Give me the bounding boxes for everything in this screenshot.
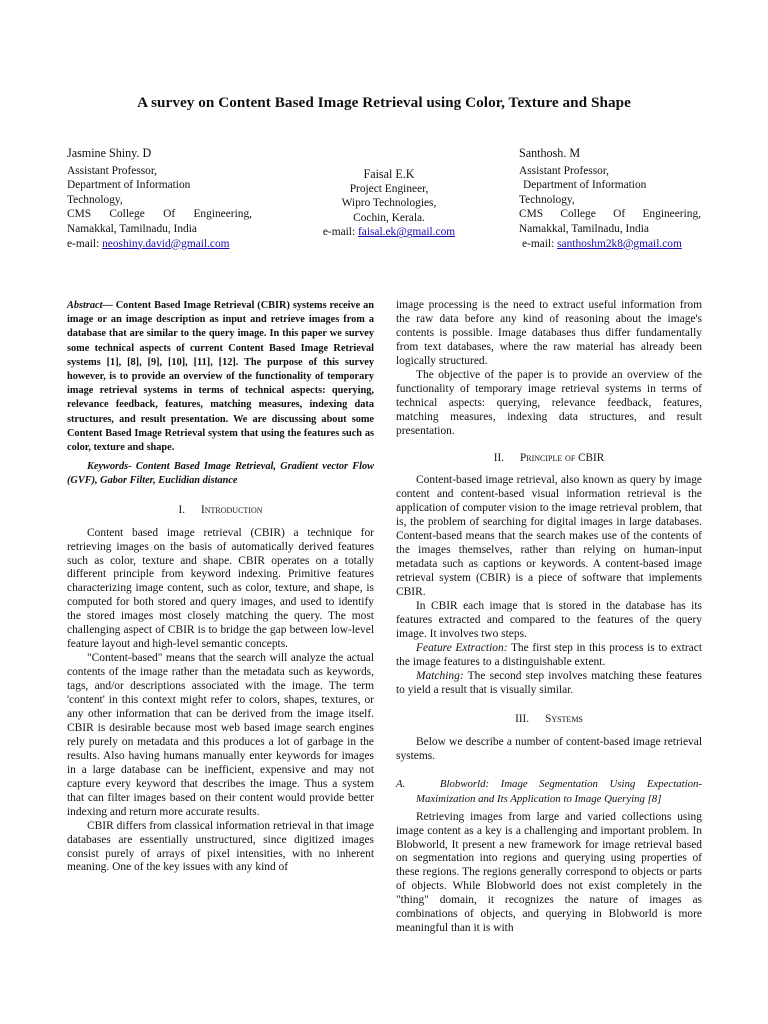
section-number: I. xyxy=(178,503,186,516)
author-line: Project Engineer, xyxy=(349,182,429,195)
author-email-row xyxy=(308,225,470,240)
author-line: Department of Information xyxy=(67,179,191,192)
email-label: e-mail: xyxy=(322,226,358,239)
author-line: Assistant Professor, xyxy=(67,164,158,177)
author-line: Namakkal, Tamilnadu, India xyxy=(519,222,649,235)
email-label: e-mail: xyxy=(67,237,103,250)
author-email-row xyxy=(67,237,252,252)
author-line: Wipro Technologies, xyxy=(341,197,437,210)
blobworld-paragraph: Retrieving images from large and varied collections using image content as a key is a challenging and important problem. In Blobworld, It present a new framework for image retrieval based on segmentation into regions and querying using properties of these regions. The regions generally correspond to objects or parts of objects. While Blobworld does not exist completely in the "thing" domain, it recognizes the nature of images as combinations of objects, and querying in Blobworld is more meaningful than it is with xyxy=(396,810,702,935)
author-email-link[interactable]: neoshiny.david@gmail.com xyxy=(102,237,230,250)
email-label: e-mail: xyxy=(522,237,558,250)
section-heading-principle xyxy=(396,452,702,466)
author-email-row xyxy=(519,237,701,252)
intro-paragraph-1: Content based image retrieval (CBIR) a technique for retrieving images on the basis of automatically derived features such as color, texture and shape. CBIR operates on a totally different principle from keyword indexing. Primitive features characterizing image content, such as color, texture, and shape, is computed for both stored and query images, and used to identify the stored images most closely matching the query. The most challenging aspect of CBIR is to bridge the gap between low-level feature layout and high-level semantic concepts. xyxy=(67,526,374,651)
principle-paragraph-2: In CBIR each image that is stored in the database has its features extracted and compared to the features of the query image. It involves two steps. xyxy=(396,600,702,640)
intro-paragraph-2: "Content-based" means that the search will analyze the actual contents of the image rather than the metadata such as keywords, tags, and/or descriptions associated with the image. The term 'content' in this context might refer to colors, shapes, textures, or any other information that can be derived from the image itself. CBIR is desirable because most web based image search engines rely purely on metadata and this produces a lot of garbage in the results. Also having humans manually enter keywords for images in a large database can be inefficient, expensive and may not capture every keyword that describes the image. Thus a system that can filter images based on their content would provide better indexing and return more accurate results. xyxy=(67,652,374,818)
author-name: Jasmine Shiny. D xyxy=(67,146,152,160)
section-number: II. xyxy=(493,451,505,464)
section-number: III. xyxy=(515,712,530,725)
feature-extraction-label: Feature Extraction: xyxy=(416,641,508,654)
author-block-3 xyxy=(519,146,701,251)
subsection-title-2: Maximization and Its Application to Image Querying [8] xyxy=(416,792,662,805)
author-line: CMS College Of Engineering, xyxy=(519,208,701,221)
section-heading-systems xyxy=(396,713,702,727)
author-line: Technology, xyxy=(519,193,575,206)
author-block-2 xyxy=(308,167,470,240)
abstract-label: Abstract xyxy=(67,300,103,311)
section-title: Systems xyxy=(545,712,583,725)
subsection-line-1 xyxy=(396,777,702,792)
paragraph-continued: image processing is the need to extract useful information from the raw data before any kind of reasoning about the image's contents is possible. Image databases thus differ fundamentally from text databases, where the raw material has already been logically structured. xyxy=(396,299,702,367)
paper-title: A survey on Content Based Image Retrieval using Color, Texture and Shape xyxy=(137,94,631,111)
author-line: Technology, xyxy=(67,193,123,206)
principle-paragraph-1: Content-based image retrieval, also known as query by image content and content-based visual information retrieval is the application of computer vision to the image retrieval problem, that is, the problem of searching for digital images in large databases. Content-based means that the search makes use of the contents of the images themselves, rather than relying on human-input metadata such as captions or keywords. A content-based image retrieval system (CBIR) is a piece of software that implements CBIR. xyxy=(396,474,702,599)
systems-paragraph: Below we describe a number of content-based image retrieval systems. xyxy=(396,735,702,762)
subsection-title-1: Blobworld: Image Segmentation Using Expectation- xyxy=(439,777,702,790)
author-name: Santhosh. M xyxy=(519,146,581,160)
intro-paragraph-3: CBIR differs from classical information retrieval in that image databases are essentially unstructured, since digitized images consist purely of arrays of pixel intensities, with no inherent meaning. One of the key issues with any kind of xyxy=(67,819,374,874)
author-line: CMS College Of Engineering, xyxy=(67,208,252,221)
section-heading-introduction xyxy=(67,504,374,518)
subsection-letter: A. xyxy=(396,777,406,790)
matching-text: The second step involves matching these features to yield a result that is visually similar. xyxy=(396,669,702,696)
keywords: Keywords- Content Based Image Retrieval, Gradient vector Flow (GVF), Gabor Filter, Euclidian distance xyxy=(67,461,374,487)
matching-label: Matching: xyxy=(416,669,464,682)
section-title: Introduction xyxy=(201,503,263,516)
feature-extraction-paragraph xyxy=(396,642,702,670)
subsection-heading-blobworld xyxy=(396,777,702,807)
author-email-link[interactable]: santhoshm2k8@gmail.com xyxy=(557,237,682,250)
author-line: Cochin, Kerala. xyxy=(353,211,425,224)
objective-paragraph: The objective of the paper is to provide an overview of the functionality of temporary image retrieval systems in terms of technical aspects: querying, relevance feedback, features, matching measures, indexing data structures, and result presentation. xyxy=(396,368,702,437)
author-line: Department of Information xyxy=(523,179,647,192)
author-email-link[interactable]: faisal.ek@gmail.com xyxy=(357,226,456,239)
feature-extraction-text: The first step in this process is to extract the image features to a distinguishable extent. xyxy=(396,641,702,668)
author-line: Namakkal, Tamilnadu, India xyxy=(67,222,197,235)
right-column xyxy=(396,299,702,936)
abstract xyxy=(67,299,374,455)
left-column xyxy=(67,299,374,875)
matching-paragraph xyxy=(396,670,702,698)
section-title-acronym: CBIR xyxy=(578,451,605,464)
abstract-text: — Content Based Image Retrieval (CBIR) systems receive an image or an image description as input and retrieve images from a database that are similar to the query image. In this paper we survey some technical aspects of current Content Based Image Retrieval systems [1], [8], [9], [10], [11], [12]. The purpose of this survey however, is to provide an overview of the functionality of temporary image retrieval systems in terms of technical aspects: querying, relevance feedback, features, matching measures, indexing data structures, and result presentation. We are discussing about some Content Based Image Retrieval system that using the features such as color, texture and shape. xyxy=(67,300,374,454)
author-line: Assistant Professor, xyxy=(519,164,610,177)
section-title: Principle of xyxy=(520,451,576,464)
author-block-1 xyxy=(67,146,252,251)
author-name: Faisal E.K xyxy=(363,167,415,181)
